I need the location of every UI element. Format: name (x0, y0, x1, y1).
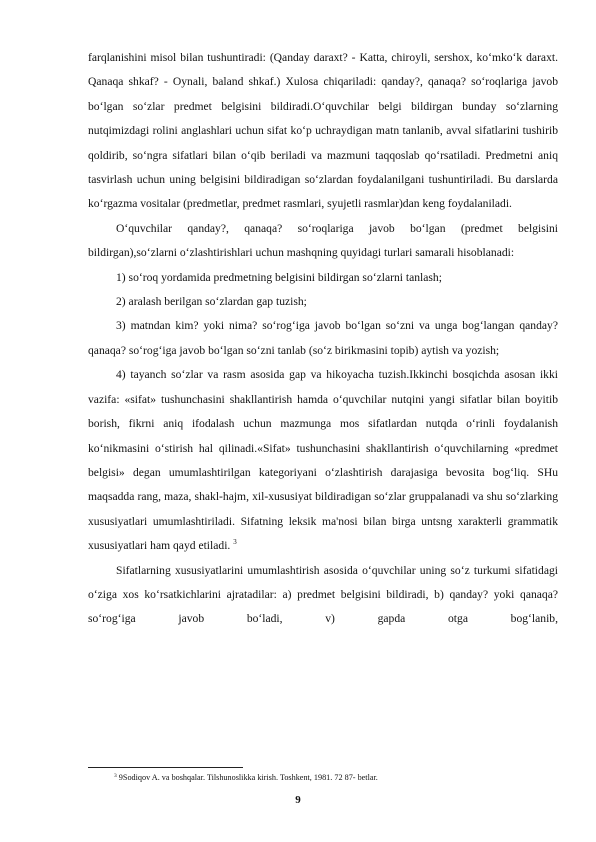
paragraph-1: farqlanishini misol bilan tushuntiradi: (Qanday daraxt? - Katta, chiroyli, sershox, ko‘mko‘k daraxt. Qanaqa shkaf? - Oynali, baland shkaf.) Xulosa chiqariladi: qanday?, qanaqa? so‘roqlariga javob bo‘lgan so‘zlar predmet belgisini bildiradi.O‘quvchilar belgi bildirgan bunday so‘zlarning nutqimizdagi rolini anglashlari uchun sifat ko‘p uchraydigan matn tanlanib, avval sifatlarini tushirib qoldirib, so‘ngra sifatlari bilan o‘qib beriladi va mazmuni taqqoslab qo‘rsatiladi. Predmetni aniq tasvirlash uchun uning belgisini bildiradigan so‘zlardan foydalanilgani tushuntiriladi. Bu darslarda ko‘rgazma vositalar (predmetlar, predmet rasmlari, syujetli rasmlar)dan keng foydalaniladi. (88, 51, 558, 211)
paragraph-last: Sifatlarning xususiyatlarini umumlashtirish asosida o‘quvchilar uning so‘z turkumi sifatidagi o‘ziga xos ko‘rsatkichlarini ajratadilar: a) predmet belgisini bildiradi, b) qanday? yoki qanaqa? so‘rog‘iga javob bo‘ladi, v) gapda otga bog‘lanib, (88, 563, 558, 626)
page-number: 9 (295, 794, 301, 806)
document-body (88, 46, 558, 632)
footnote-number: 3 (114, 773, 117, 779)
list-item-4-text: 4) tayanch so‘zlar va rasm asosida gap va hikoyacha tuzish.Ikkinchi bosqichda asosan ikki vazifa: «sifat» tushunchasini shakllantirish hamda o‘quvchilar nutqini yangi sifatlar bilan boyitib borish, fikrni aniq ifodalash uchun mazmunga mos sifatlardan nutqda o‘rinli foydalanish ko‘nikmasini o‘stirish hal qilinadi.«Sifat» tushunchasini shakllantirish o‘quvchilarning «predmet belgisi» degan umumlashtirilgan kategoriyani o‘zlashtirish darajasiga bevosita bog‘liq. SHu maqsadda rang, maza, shakl-hajm, xil-xususiyat bildiradigan so‘zlar gruppalanadi va shu so‘zlarking xususiyatlari umumlashtiriladi. Sifatning leksik ma'nosi bilan birga untsng xarakterli grammatik xususiyatlari ham qayd etiladi. (88, 368, 558, 553)
footnote-text: 9Sodiqov A. va boshqalar. Tilshunoslikka kirish. Toshkent, 1981. 72 87- betlar. (116, 773, 378, 782)
list-item-2: 2) aralash berilgan so‘zlardan gap tuzish; (116, 295, 307, 309)
list-item-3: 3) matndan kim? yoki nima? so‘rog‘iga javob bo‘lgan so‘zni va unga bog‘langan qanday? qanaqa? so‘rog‘iga javob bo‘lgan so‘zni tanlab (so‘z birikmasini topib) aytish va yozish; (88, 319, 558, 357)
list-item-4 (88, 363, 558, 558)
list-item-1: 1) so‘roq yordamida predmetning belgisini bildirgan so‘zlarni tanlash; (116, 270, 442, 284)
footnote (114, 772, 378, 784)
footnote-reference[interactable]: 3 (233, 538, 237, 547)
paragraph-2: O‘quvchilar qanday?, qanaqa? so‘roqlariga javob bo‘lgan (predmet belgisini bildirgan),so‘zlarni o‘zlashtirishlari uchun mashqning quyidagi turlari samarali hisoblanadi: (88, 221, 558, 260)
footnote-divider (88, 767, 243, 768)
